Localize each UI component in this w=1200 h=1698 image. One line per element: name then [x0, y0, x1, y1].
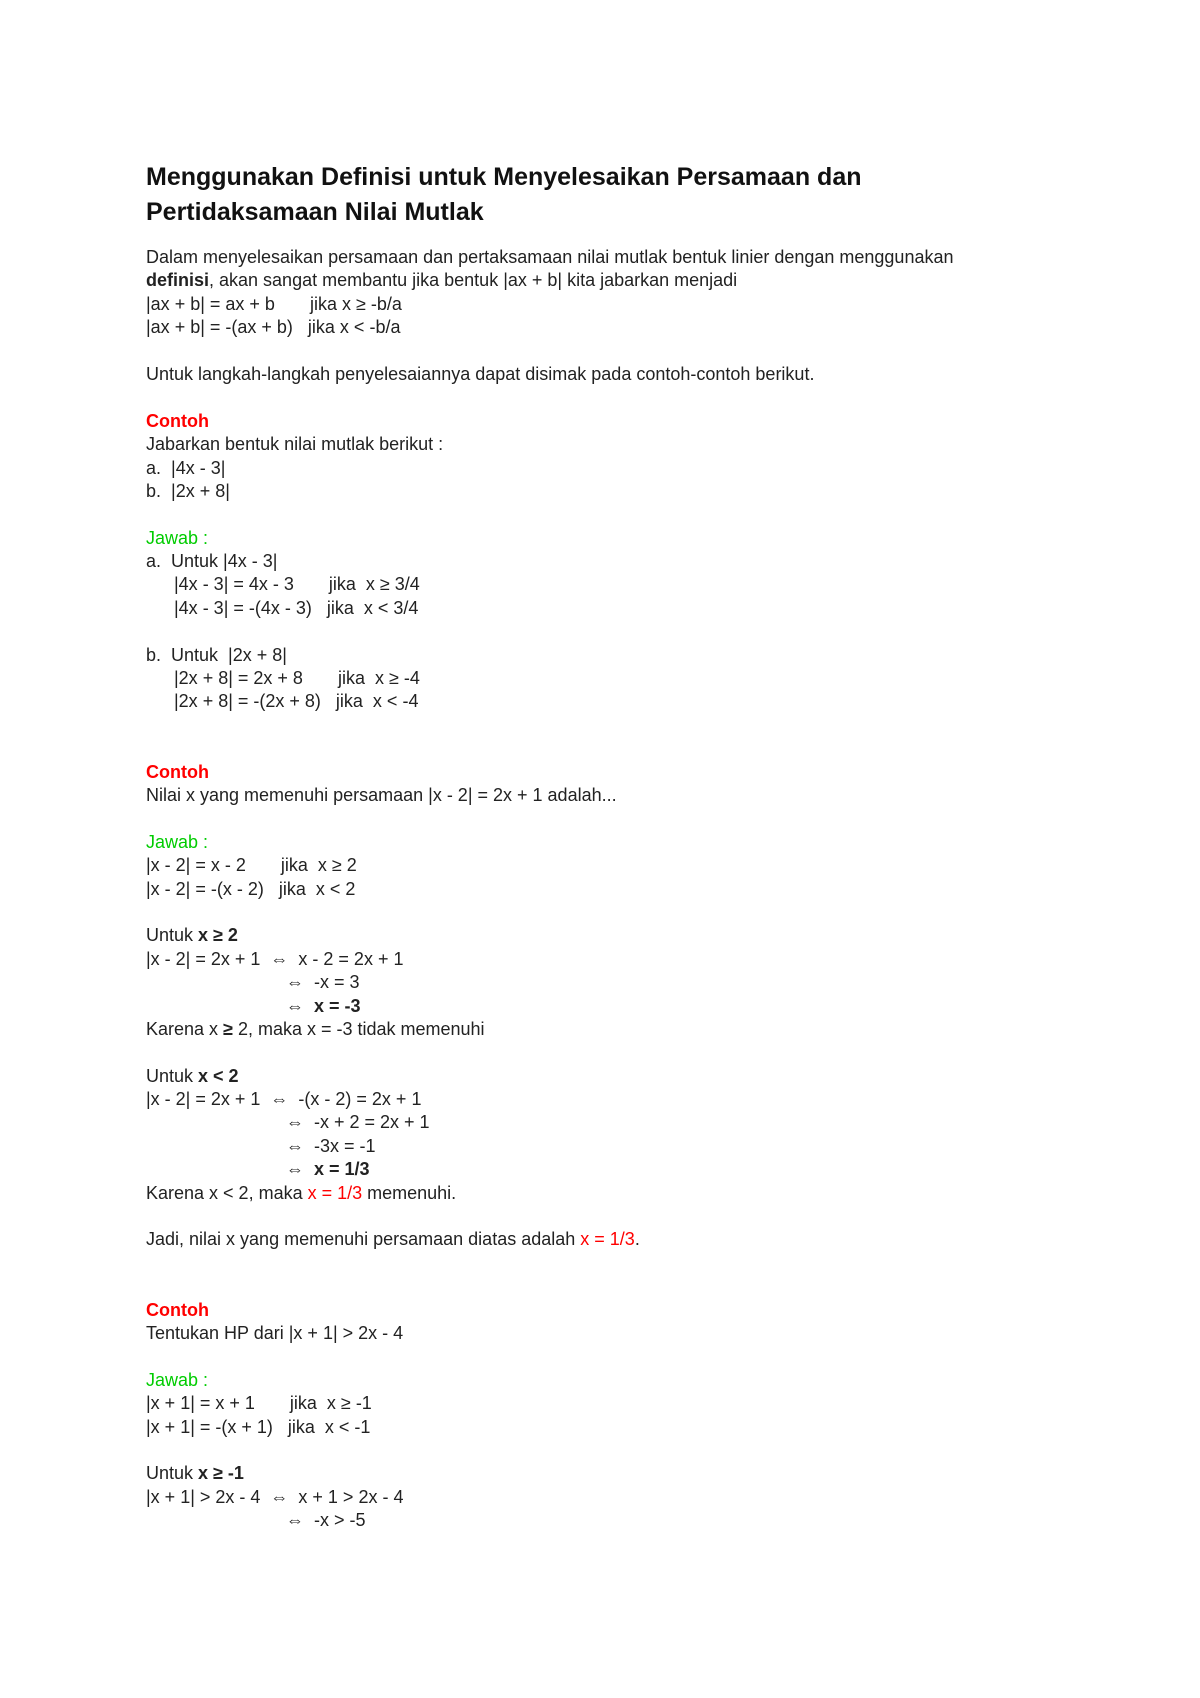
- intro-paragraph-line-1: Dalam menyelesaikan persamaan dan pertaksamaan nilai mutlak bentuk linier dengan menggunakan: [146, 247, 954, 267]
- example-2-case-2-line-2: ⇔ -x + 2 = 2x + 1: [286, 1112, 430, 1133]
- example-1-answer-b-line-2: |2x + 8| = -(2x + 8) jika x < -4: [174, 691, 419, 712]
- example-3-case-1-title: [146, 1462, 1086, 1485]
- example-3-case-1-line-1: |x + 1| > 2x - 4 ⇔ x + 1 > 2x - 4: [146, 1486, 404, 1507]
- equivalence-symbol: ⇔: [286, 1159, 315, 1180]
- document-page: [146, 160, 1086, 1532]
- case-1-prefix: Untuk: [146, 925, 199, 946]
- equivalence-symbol: ⇔: [286, 995, 315, 1016]
- example-2-heading: Contoh: [146, 761, 209, 782]
- case-2-result: x = 1/3: [314, 1159, 370, 1180]
- example-2-case-1-title: [146, 924, 1086, 947]
- example-1-question: Jabarkan bentuk nilai mutlak berikut :: [146, 434, 444, 455]
- title-line-2: Pertidaksamaan Nilai Mutlak: [146, 198, 484, 226]
- final-answer-start: Jadi, nilai x yang memenuhi persamaan diatas adalah: [146, 1229, 581, 1250]
- example-2-case-2-title: [146, 1065, 1086, 1088]
- example-3-case-1-prefix: Untuk: [146, 1463, 199, 1484]
- example-3-answer-heading: Jawab :: [146, 1369, 209, 1390]
- intro-paragraph-2: Untuk langkah-langkah penyelesaiannya dapat disimak pada contoh-contoh berikut.: [146, 363, 815, 384]
- intro-paragraph-rest: , akan sangat membantu jika bentuk |ax + b| kita jabarkan menjadi: [209, 270, 738, 291]
- example-2-definition-1: |x - 2| = x - 2 jika x ≥ 2: [146, 855, 357, 876]
- example-2-final-answer: [146, 1228, 1086, 1251]
- example-1-answer-b-line-1: |2x + 8| = 2x + 8 jika x ≥ -4: [174, 668, 420, 689]
- example-2-definition-2: |x - 2| = -(x - 2) jika x < 2: [146, 878, 356, 899]
- case-2-conclusion-end: memenuhi.: [362, 1182, 457, 1203]
- case-2-conclusion-highlight: x = 1/3: [307, 1182, 363, 1203]
- case-1-condition: x ≥ 2: [198, 925, 238, 946]
- example-2-case-2-line-3: ⇔ -3x = -1: [286, 1135, 376, 1156]
- page-title: [146, 160, 1086, 230]
- example-1-item-b: b. |2x + 8|: [146, 480, 230, 501]
- example-1-answer-b: b. Untuk |2x + 8|: [146, 644, 287, 665]
- example-2-case-1-line-2: ⇔ -x = 3: [286, 972, 360, 993]
- example-3-definition-2: |x + 1| = -(x + 1) jika x < -1: [146, 1416, 371, 1437]
- case-2-prefix: Untuk: [146, 1065, 199, 1086]
- example-1-item-a: a. |4x - 3|: [146, 457, 226, 478]
- case-2-conclusion-start: Karena x < 2, maka: [146, 1182, 308, 1203]
- case-1-result: x = -3: [314, 995, 361, 1016]
- example-1-answer-a: a. Untuk |4x - 3|: [146, 551, 278, 572]
- definisi-bold: definisi: [146, 270, 210, 291]
- example-1-answer-a-line-2: |4x - 3| = -(4x - 3) jika x < 3/4: [174, 597, 419, 618]
- example-3-case-1-condition: x ≥ -1: [198, 1463, 244, 1484]
- case-1-conclusion-end: 2, maka x = -3 tidak memenuhi: [232, 1018, 485, 1039]
- example-2-case-1-line-1: |x - 2| = 2x + 1 ⇔ x - 2 = 2x + 1: [146, 948, 404, 969]
- example-3-case-1-line-2: ⇔ -x > -5: [286, 1510, 366, 1531]
- document-body: [146, 246, 1086, 1532]
- example-2-case-1-conclusion: [146, 1018, 1086, 1041]
- final-answer-highlight: x = 1/3: [580, 1229, 635, 1250]
- example-2-case-1-line-3: [146, 995, 1086, 1018]
- example-1-answer-a-line-1: |4x - 3| = 4x - 3 jika x ≥ 3/4: [174, 574, 420, 595]
- case-1-conclusion-symbol: ≥: [223, 1018, 233, 1039]
- example-3-definition-1: |x + 1| = x + 1 jika x ≥ -1: [146, 1393, 372, 1414]
- example-1-heading: Contoh: [146, 410, 209, 431]
- final-answer-end: .: [634, 1229, 640, 1250]
- case-2-condition: x < 2: [198, 1065, 239, 1086]
- intro-paragraph-line-2: [146, 269, 1086, 292]
- example-2-question: Nilai x yang memenuhi persamaan |x - 2| = 2x + 1 adalah...: [146, 784, 617, 805]
- example-1-answer-heading: Jawab :: [146, 527, 209, 548]
- title-line-1: Menggunakan Definisi untuk Menyelesaikan Persamaan dan: [146, 163, 862, 191]
- case-1-conclusion-start: Karena x: [146, 1018, 224, 1039]
- example-2-case-2-conclusion: [146, 1182, 1086, 1205]
- example-2-case-2-line-4: [146, 1158, 1086, 1181]
- definition-line-2: |ax + b| = -(ax + b) jika x < -b/a: [146, 317, 401, 338]
- example-2-answer-heading: Jawab :: [146, 831, 209, 852]
- definition-line-1: |ax + b| = ax + b jika x ≥ -b/a: [146, 293, 402, 314]
- example-2-case-2-line-1: |x - 2| = 2x + 1 ⇔ -(x - 2) = 2x + 1: [146, 1089, 422, 1110]
- example-3-heading: Contoh: [146, 1299, 209, 1320]
- example-3-question: Tentukan HP dari |x + 1| > 2x - 4: [146, 1322, 404, 1343]
